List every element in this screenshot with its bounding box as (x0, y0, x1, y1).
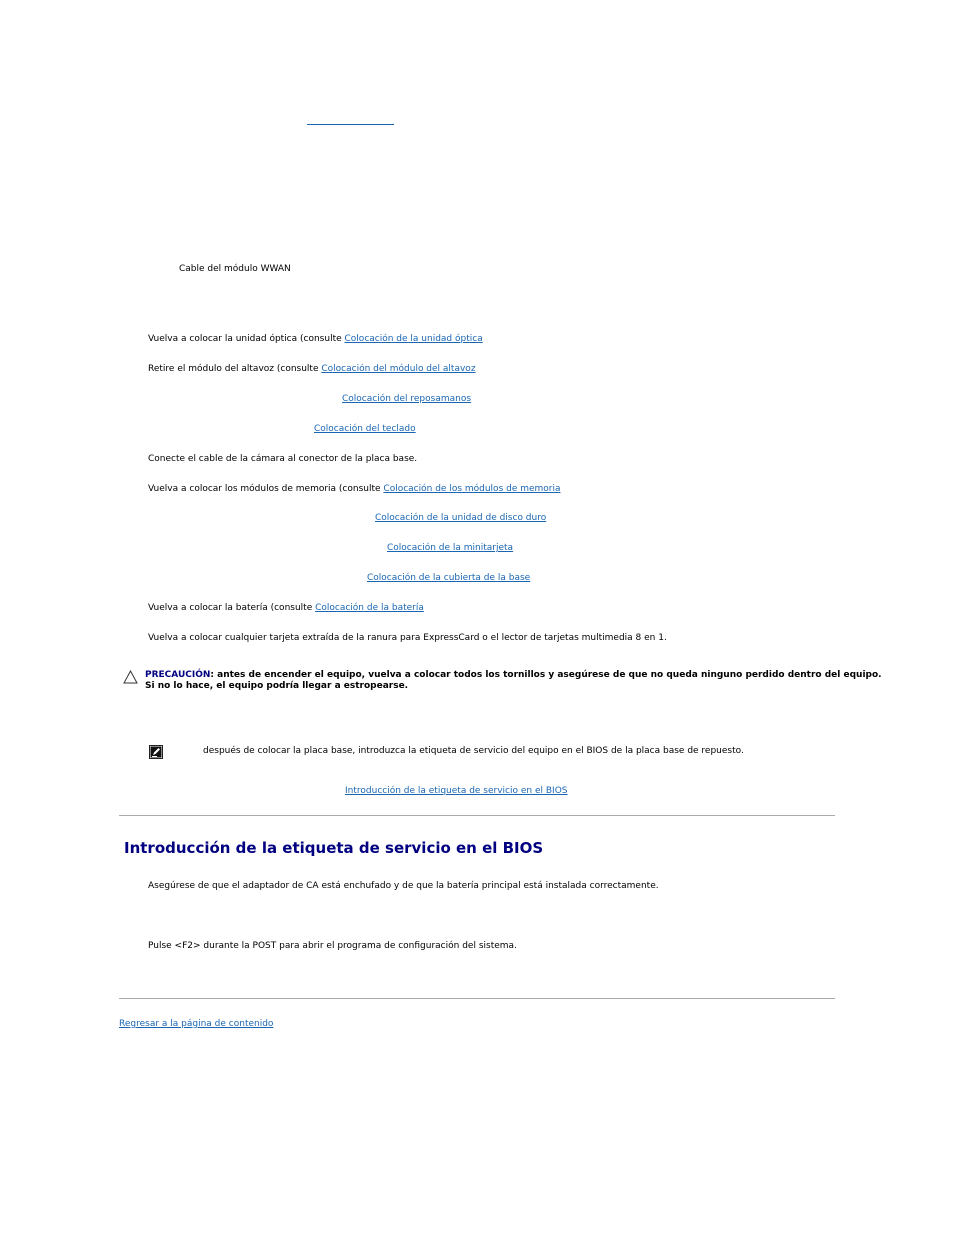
step-text: Conecte el cable de la cámara al conector de la placa base. (148, 454, 418, 464)
step-text: Vuelva a colocar la batería (consulte (148, 603, 316, 613)
bios-link-row (345, 785, 568, 797)
note-pencil-icon (149, 745, 163, 759)
step-keyboard (314, 423, 416, 435)
step-base-cover (367, 572, 530, 584)
step-speaker-module (148, 363, 476, 375)
step-replace-optical-drive (148, 333, 483, 345)
caution-line1-text: : antes de encender el equipo, vuelva a colocar todos los tornillos y asegúrese de que no queda ninguno perdido dentro del equipo. (210, 670, 882, 680)
link-mini-card[interactable]: Colocación de la minitarjeta (387, 543, 514, 553)
warning-triangle-icon (123, 670, 138, 684)
link-optical-drive[interactable]: Colocación de la unidad óptica (344, 334, 483, 344)
caution-notice (145, 670, 882, 692)
step-text: Vuelva a colocar la unidad óptica (consulte (148, 334, 345, 344)
back-to-contents-link[interactable]: Regresar a la página de contenido (119, 1019, 274, 1029)
link-battery[interactable]: Colocación de la batería (315, 603, 424, 613)
caution-line-1 (145, 670, 882, 681)
top-link[interactable] (307, 113, 394, 125)
step-palm-rest (342, 393, 471, 405)
step-expresscard (148, 632, 667, 644)
section-step-1: Asegúrese de que el adaptador de CA está enchufado y de que la batería principal está instalada correctamente. (148, 881, 659, 891)
link-keyboard[interactable]: Colocación del teclado (314, 424, 416, 434)
step-text: Vuelva a colocar cualquier tarjeta extraída de la ranura para ExpressCard o el lector de tarjetas multimedia 8 en 1. (148, 633, 667, 643)
divider-bottom (119, 998, 835, 999)
caution-label: PRECAUCIÓN (145, 670, 211, 680)
step-hard-drive (375, 512, 546, 524)
link-memory-modules[interactable]: Colocación de los módulos de memoria (383, 484, 561, 494)
section-step-2: Pulse <F2> durante la POST para abrir el programa de configuración del sistema. (148, 941, 517, 951)
step-text: Vuelva a colocar los módulos de memoria (consulte (148, 484, 384, 494)
note-text: después de colocar la placa base, introduzca la etiqueta de servicio del equipo en el BIOS de la placa base de repuesto. (203, 746, 744, 756)
link-speaker-module[interactable]: Colocación del módulo del altavoz (321, 364, 476, 374)
step-mini-card (387, 542, 513, 554)
link-service-tag-bios[interactable]: Introducción de la etiqueta de servicio en el BIOS (345, 786, 568, 796)
link-palm-rest[interactable]: Colocación del reposamanos (342, 394, 472, 404)
caution-line-2: Si no lo hace, el equipo podría llegar a estropearse. (145, 681, 409, 691)
figure-caption: Cable del módulo WWAN (179, 264, 291, 274)
step-text: Retire el módulo del altavoz (consulte (148, 364, 322, 374)
section-title: Introducción de la etiqueta de servicio en el BIOS (124, 839, 544, 857)
step-camera-cable (148, 453, 417, 465)
divider-top (119, 815, 835, 816)
link-hard-drive[interactable]: Colocación de la unidad de disco duro (375, 513, 547, 523)
step-battery (148, 602, 424, 614)
footer (119, 1018, 273, 1030)
link-base-cover[interactable]: Colocación de la cubierta de la base (367, 573, 531, 583)
step-memory-modules (148, 483, 561, 495)
